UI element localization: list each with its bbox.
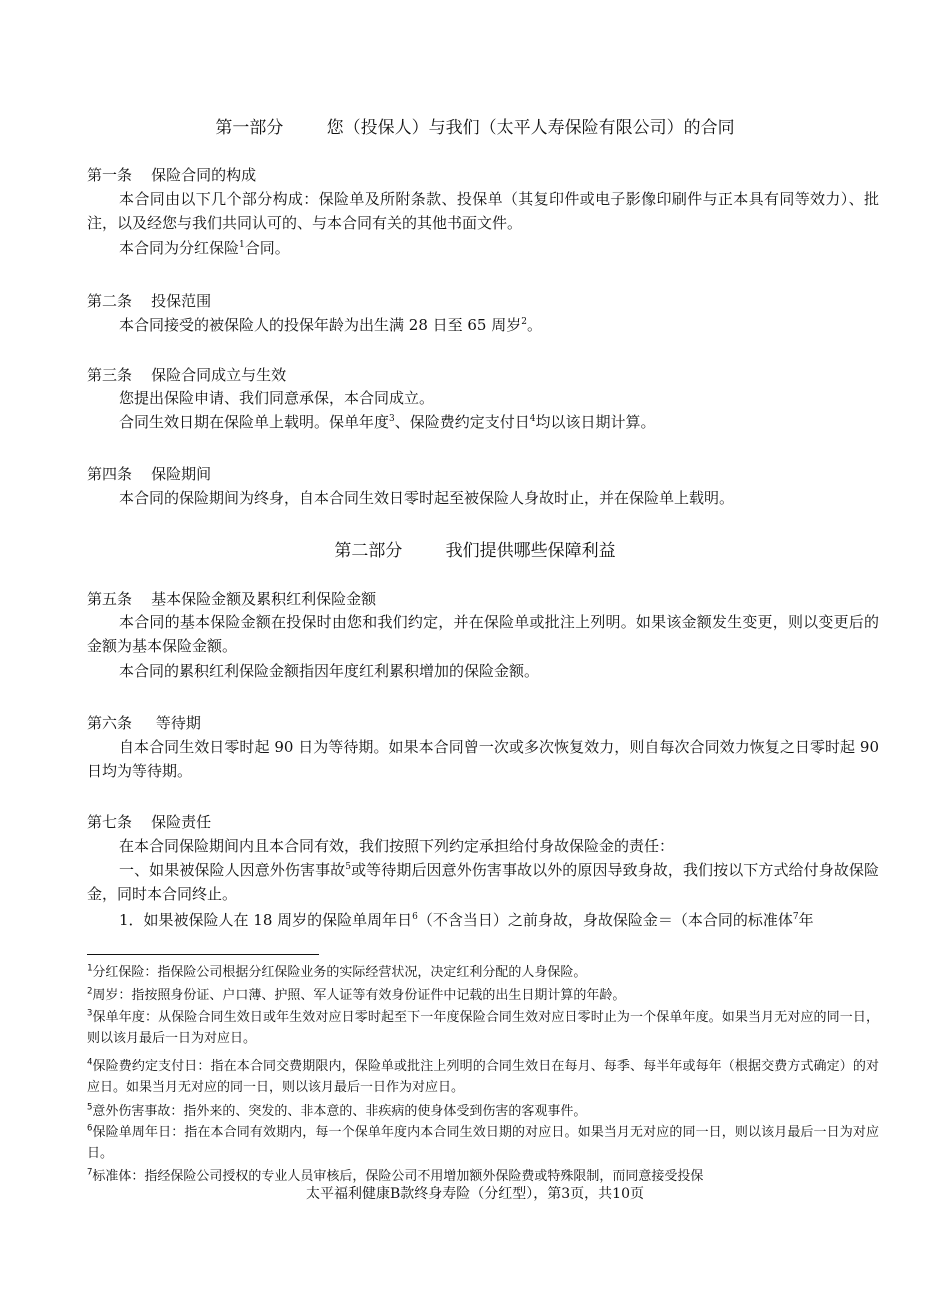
footnote-text: 保险费约定支付日：指在本合同交费期限内，保险单或批注上列明的合同生效日在每月、每季、每半年或每年（根据交费方式确定）的对应日。如果当月无对应的同一日，则以该月最后一日作为对应日。 [87,1059,879,1095]
page-footer: 太平福利健康B款终身寿险（分红型），第3页，共10页 [305,1186,644,1202]
footnote-6 [87,1122,879,1164]
footnote-number: 4 [87,1057,93,1068]
article4-paragraph1: 本合同的保险期间为终身，自本合同生效日零时起至被保险人身故时止，并在保险单上载明。 [119,489,735,507]
text-segment: （不含当日）之前身故，身故保险金＝（本合同的标准体 [417,911,793,929]
footnote-ref-6: 6 [412,912,418,922]
text-segment: 1．如果被保险人在 18 周岁的保险单周年日 [119,911,413,929]
footnote-3 [87,1007,879,1049]
footnote-separator [87,954,319,955]
footnote-ref-7: 7 [792,912,799,922]
article7-paragraph3 [87,908,879,932]
footnote-text: 分红保险：指保险公司根据分红保险业务的实际经营状况，决定红利分配的人身保险。 [92,965,587,980]
footnote-number: 5 [87,1102,93,1113]
text-segment: 或等待期后因意外伤害事故以外的原因导致身故，我们按以下方式给付身故保险金，同时本合同终止。 [87,861,879,903]
footnote-ref-4: 4 [529,414,536,424]
footnote-number: 6 [87,1123,93,1134]
footnote-text: 意外伤害事故：指外来的、突发的、非本意的、非疾病的使身体受到伤害的客观事件。 [92,1104,587,1119]
article1-paragraph1: 本合同由以下几个部分构成：保险单及所附条款、投保单（其复印件或电子影像印刷件与正本具有同等效力）、批注，以及经您与我们共同认可的、与本合同有关的其他书面文件。 [87,190,879,232]
article3-paragraph2 [87,410,879,434]
footnote-text: 保单年度：从保险合同生效日或年生效对应日零时起至下一年度保险合同生效对应日零时止为一个保单年度。如果当月无对应的同一日，则以该月最后一日为对应日。 [87,1010,879,1046]
footnote-ref-3: 3 [389,414,395,424]
footnote-2 [87,985,879,1006]
article7-heading: 第七条 保险责任 [87,813,212,831]
text-segment: 合同。 [244,239,290,257]
footnote-1 [87,962,879,983]
footnote-number: 1 [87,963,93,974]
text-segment: 均以该日期计算。 [535,413,656,431]
article5-paragraph1: 本合同的基本保险金额在投保时由您和我们约定，并在保险单或批注上列明。如果该金额发生变更，则以变更后的金额为基本保险金额。 [87,613,879,655]
text-segment: 本合同接受的被保险人的投保年龄为出生满 28 日至 65 周岁 [119,316,522,334]
part1-title: 第一部分 您（投保人）与我们（太平人寿保险有限公司）的合同 [215,118,735,138]
part2-title: 第二部分 我们提供哪些保障利益 [334,541,616,561]
footnote-number: 7 [87,1167,93,1178]
footnote-number: 2 [87,986,93,997]
article3-paragraph1: 您提出保险申请、我们同意承保，本合同成立。 [119,389,435,407]
footnote-5 [87,1101,879,1122]
article7-paragraph1: 在本合同保险期间内且本合同有效，我们按照下列约定承担给付身故保险金的责任： [119,837,675,855]
text-segment: 本合同为分红保险 [119,239,240,257]
article2-heading: 第二条 投保范围 [87,292,212,310]
text-segment: 。 [526,316,542,334]
article7-paragraph2 [87,858,879,906]
footnote-ref-5: 5 [345,862,352,872]
footnote-number: 3 [87,1008,93,1019]
article6-paragraph1: 自本合同生效日零时起 90 日为等待期。如果本合同曾一次或多次恢复效力，则自每次合同效力恢复之日零时起 90 日均为等待期。 [87,738,879,780]
text-segment: 合同生效日期在保险单上载明。保单年度 [119,413,390,431]
article1-heading: 第一条 保险合同的构成 [87,166,257,184]
article4-heading: 第四条 保险期间 [87,465,212,483]
footnote-ref-2: 2 [521,317,527,327]
article5-heading: 第五条 基本保险金额及累积红利保险金额 [87,590,377,608]
text-segment: 、保险费约定支付日 [394,413,530,431]
footnote-text: 保险单周年日：指在本合同有效期内，每一个保单年度内本合同生效日期的对应日。如果当月无对应的同一日，则以该月最后一日为对应日。 [87,1125,879,1161]
article5-paragraph2: 本合同的累积红利保险金额指因年度红利累积增加的保险金额。 [119,662,540,680]
footnote-4 [87,1056,879,1098]
article6-heading: 第六条 等待期 [87,714,201,732]
article1-paragraph2 [87,236,879,260]
article3-heading: 第三条 保险合同成立与生效 [87,366,287,384]
text-segment: 一、如果被保险人因意外伤害事故 [119,861,346,879]
footnote-ref-1: 1 [239,240,245,250]
footnote-text: 周岁：指按照身份证、户口薄、护照、军人证等有效身份证件中记载的出生日期计算的年龄。 [92,988,626,1003]
footnote-text: 标准体：指经保险公司授权的专业人员审核后，保险公司不用增加额外保险费或特殊限制，而同意接受投保 [92,1169,704,1184]
text-segment: 年 [798,911,814,929]
article2-paragraph1 [87,313,879,337]
